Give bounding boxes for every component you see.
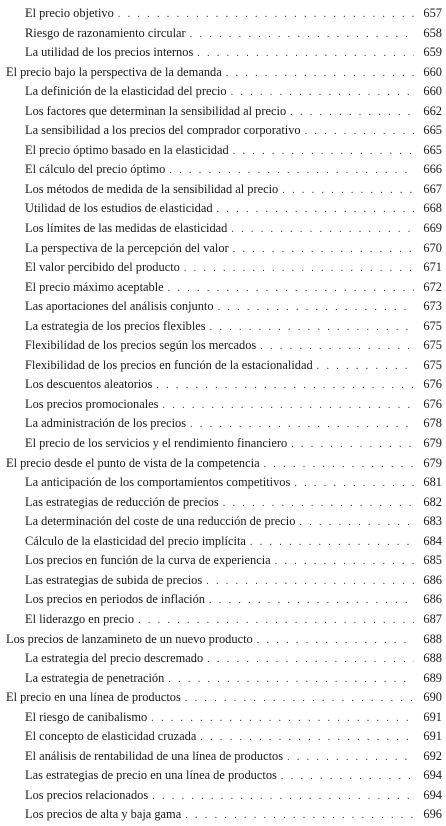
toc-entry-page-number: 683 [423, 514, 442, 529]
toc-entry-title: El concepto de elasticidad cruzada [25, 729, 197, 744]
toc-subsection-entry [0, 258, 446, 278]
dot-leader [169, 161, 414, 181]
dot-leader [190, 415, 414, 435]
dot-leader [184, 259, 414, 279]
toc-section-entry [0, 63, 446, 83]
toc-entry-page-number: 670 [423, 240, 442, 255]
toc-entry-page-number: 669 [423, 221, 442, 236]
toc-entry-page-number: 668 [423, 201, 442, 216]
dot-leader [231, 83, 414, 103]
dot-leader [209, 591, 414, 611]
toc-subsection-entry [0, 708, 446, 728]
toc-subsection-entry [0, 141, 446, 161]
toc-entry-title: El precio desde el punto de vista de la competencia [6, 455, 260, 470]
toc-section-entry [0, 630, 446, 650]
dot-leader [291, 435, 414, 455]
dot-leader [151, 709, 414, 729]
toc-subsection-entry [0, 160, 446, 180]
toc-entry-page-number: 694 [423, 787, 442, 802]
toc-entry-page-number: 690 [423, 690, 442, 705]
toc-entry-title: La estrategia de penetración [25, 670, 165, 685]
toc-subsection-entry [0, 43, 446, 63]
toc-entry-title: Los precios de lanzamineto de un nuevo producto [6, 631, 253, 646]
dot-leader [317, 357, 414, 377]
toc-entry-page-number: 686 [423, 572, 442, 587]
dot-leader [206, 572, 414, 592]
toc-entry-title: Los precios de alta y baja gama [25, 807, 182, 822]
toc-subsection-entry [0, 590, 446, 610]
toc-subsection-entry [0, 239, 446, 259]
toc-entry-page-number: 686 [423, 592, 442, 607]
toc-entry-page-number: 665 [423, 123, 442, 138]
toc-entry-page-number: 679 [423, 455, 442, 470]
dot-leader [118, 5, 414, 25]
toc-entry-title: El precio en una línea de productos [6, 690, 181, 705]
dot-leader [257, 631, 414, 651]
toc-subsection-entry [0, 551, 446, 571]
toc-subsection-entry [0, 473, 446, 493]
toc-entry-page-number: 691 [423, 729, 442, 744]
dot-leader [168, 279, 414, 299]
toc-entry-title: El precio objetivo [25, 6, 114, 20]
dot-leader [294, 474, 414, 494]
toc-subsection-entry [0, 532, 446, 552]
dot-leader [200, 728, 414, 748]
toc-entry-page-number: 672 [423, 279, 442, 294]
dot-leader [185, 806, 414, 826]
toc-subsection-entry [0, 102, 446, 122]
toc-entry-title: Los precios en función de la curva de experiencia [25, 553, 271, 568]
dot-leader [156, 376, 414, 396]
toc-entry-page-number: 660 [423, 64, 442, 79]
toc-subsection-entry [0, 493, 446, 513]
toc-entry-title: La anticipación de los comportamientos competitivos [25, 475, 291, 490]
dot-leader [218, 298, 414, 318]
toc-entry-title: Los métodos de medida de la sensibilidad al precio [25, 181, 279, 196]
toc-subsection-entry [0, 180, 446, 200]
toc-entry-page-number: 673 [423, 299, 442, 314]
toc-entry-page-number: 658 [423, 25, 442, 40]
toc-subsection-entry [0, 571, 446, 591]
toc-subsection-entry [0, 336, 446, 356]
toc-entry-page-number: 681 [423, 475, 442, 490]
toc-entry-title: Cálculo de la elasticidad del precio implícita [25, 533, 246, 548]
toc-entry-title: Flexibilidad de los precios según los mercados [25, 338, 257, 353]
toc-entry-title: Los factores que determinan la sensibilidad al precio [25, 103, 287, 118]
toc-subsection-entry [0, 669, 446, 689]
toc-subsection-entry [0, 219, 446, 239]
toc-entry-title: Las estrategias de precio en una línea de productos [25, 768, 277, 783]
toc-subsection-entry [0, 375, 446, 395]
toc-entry-title: El precio de los servicios y el rendimiento financiero [25, 436, 288, 451]
toc-entry-page-number: 676 [423, 396, 442, 411]
toc-entry-title: Los precios relacionados [25, 787, 149, 802]
toc-subsection-entry [0, 434, 446, 454]
dot-leader [207, 650, 414, 670]
toc-entry-page-number: 688 [423, 631, 442, 646]
toc-entry-title: Los límites de las medidas de elasticidad [25, 221, 228, 236]
toc-subsection-entry [0, 414, 446, 434]
toc-entry-title: El precio óptimo basado en la elasticidad [25, 142, 229, 157]
toc-entry-page-number: 666 [423, 162, 442, 177]
dot-leader [185, 689, 414, 709]
toc-subsection-entry [0, 297, 446, 317]
dot-leader [305, 122, 414, 142]
toc-subsection-entry [0, 199, 446, 219]
toc-subsection-entry [0, 727, 446, 747]
toc-entry-page-number: 696 [423, 807, 442, 822]
dot-leader [197, 44, 414, 64]
dot-leader [152, 787, 414, 807]
toc-entry-title: El valor percibido del producto [25, 260, 180, 275]
toc-entry-title: Los precios promocionales [25, 396, 159, 411]
toc-entry-title: La definición de la elasticidad del precio [25, 84, 227, 99]
toc-entry-title: El precio máximo aceptable [25, 279, 164, 294]
toc-entry-title: El liderazgo en precio [25, 611, 135, 626]
toc-entry-page-number: 671 [423, 260, 442, 275]
toc-entry-title: Utilidad de los estudios de elasticidad [25, 201, 213, 216]
toc-subsection-entry [0, 610, 446, 630]
dot-leader [275, 552, 414, 572]
toc-entry-page-number: 688 [423, 651, 442, 666]
toc-entry-page-number: 694 [423, 768, 442, 783]
toc-entry-title: Los descuentos aleatorios [25, 377, 153, 392]
toc-subsection-entry [0, 4, 446, 24]
toc-entry-page-number: 679 [423, 436, 442, 451]
toc-subsection-entry [0, 747, 446, 767]
toc-entry-page-number: 684 [423, 533, 442, 548]
toc-entry-title: La administración de los precios [25, 416, 187, 431]
toc-entry-page-number: 675 [423, 357, 442, 372]
toc-entry-page-number: 675 [423, 338, 442, 353]
dot-leader [217, 200, 414, 220]
toc-entry-title: El precio bajo la perspectiva de la demanda [6, 64, 222, 79]
toc-subsection-entry [0, 24, 446, 44]
toc-subsection-entry [0, 649, 446, 669]
dot-leader [290, 103, 414, 123]
toc-entry-title: Las estrategias de subida de precios [25, 572, 203, 587]
toc-subsection-entry [0, 805, 446, 825]
toc-entry-page-number: 689 [423, 670, 442, 685]
toc-entry-title: Riesgo de razonamiento circular [25, 25, 186, 40]
toc-entry-title: Las estrategias de reducción de precios [25, 494, 219, 509]
toc-entry-page-number: 665 [423, 142, 442, 157]
dot-leader [231, 220, 414, 240]
toc-subsection-entry [0, 121, 446, 141]
toc-entry-page-number: 662 [423, 103, 442, 118]
toc-entry-page-number: 685 [423, 553, 442, 568]
toc-entry-page-number: 687 [423, 611, 442, 626]
toc-entry-page-number: 692 [423, 748, 442, 763]
toc-subsection-entry [0, 766, 446, 786]
dot-leader [233, 142, 414, 162]
dot-leader [190, 25, 414, 45]
toc-entry-title: El cálculo del precio óptimo [25, 162, 166, 177]
dot-leader [233, 240, 414, 260]
toc-entry-page-number: 675 [423, 318, 442, 333]
toc-entry-page-number: 667 [423, 181, 442, 196]
toc-section-entry [0, 688, 446, 708]
toc-subsection-entry [0, 82, 446, 102]
toc-entry-title: El riesgo de canibalismo [25, 709, 148, 724]
dot-leader [138, 611, 414, 631]
toc-entry-title: La perspectiva de la percepción del valor [25, 240, 229, 255]
toc-entry-title: Los precios en periodos de inflación [25, 592, 205, 607]
toc-subsection-entry [0, 317, 446, 337]
dot-leader [168, 670, 414, 690]
toc-entry-title: Flexibilidad de los precios en función de la estacionalidad [25, 357, 313, 372]
dot-leader [210, 318, 414, 338]
toc-entry-title: Las aportaciones del análisis conjunto [25, 299, 214, 314]
toc-entry-title: La estrategia de los precios flexibles [25, 318, 206, 333]
toc-entry-title: La estrategia del precio descremado [25, 651, 204, 666]
toc-entry-page-number: 691 [423, 709, 442, 724]
toc-entry-page-number: 682 [423, 494, 442, 509]
toc-section-entry [0, 454, 446, 474]
dot-leader [163, 396, 414, 416]
dot-leader [287, 748, 414, 768]
toc-subsection-entry [0, 395, 446, 415]
dot-leader [281, 767, 414, 787]
toc-entry-page-number: 657 [423, 6, 442, 20]
dot-leader [223, 494, 414, 514]
toc-entry-page-number: 678 [423, 416, 442, 431]
toc-entry-title: La determinación del coste de una reducción de precio [25, 514, 296, 529]
toc-entry-page-number: 660 [423, 84, 442, 99]
toc-entry-title: La utilidad de los precios internos [25, 45, 194, 60]
dot-leader [264, 455, 414, 475]
toc-entry-title: El análisis de rentabilidad de una línea de productos [25, 748, 284, 763]
toc-subsection-entry [0, 278, 446, 298]
toc-entry-title: La sensibilidad a los precios del comprador corporativo [25, 123, 301, 138]
toc-entry-page-number: 676 [423, 377, 442, 392]
toc-subsection-entry [0, 512, 446, 532]
dot-leader [226, 64, 414, 84]
dot-leader [260, 337, 414, 357]
dot-leader [250, 533, 414, 553]
toc-subsection-entry [0, 786, 446, 806]
dot-leader [282, 181, 414, 201]
toc-entry-page-number: 659 [423, 45, 442, 60]
dot-leader [299, 513, 414, 533]
toc-subsection-entry [0, 356, 446, 376]
